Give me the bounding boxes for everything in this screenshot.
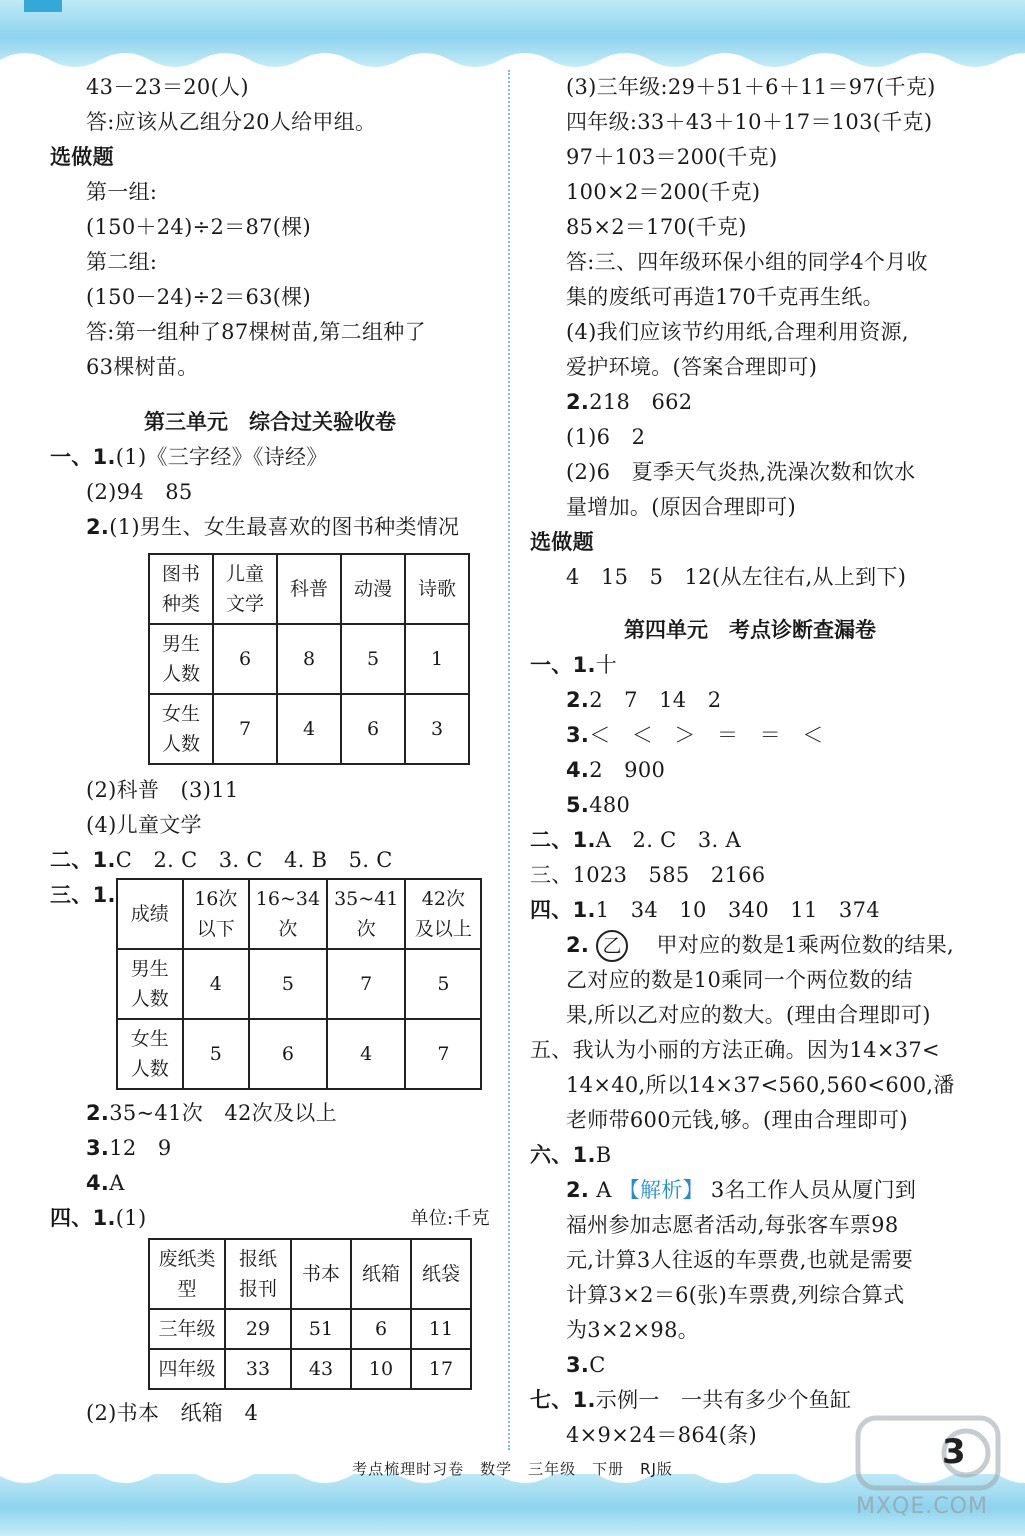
question-number: 2.: [566, 390, 590, 414]
table-header-cell: 16~34次: [249, 879, 327, 949]
book-type-table: [148, 553, 470, 765]
table-header-cell: 动漫: [341, 554, 405, 624]
answer-text: ＜ ＜ ＞ ＝ ＝ ＜: [589, 723, 824, 747]
answer-text: 1 34 10 340 11 374: [595, 898, 880, 922]
column-divider: [508, 70, 510, 1450]
answer-text: (2)94 85: [86, 480, 193, 504]
table-header-cell: 纸箱: [351, 1239, 411, 1309]
answer-text: 计算3×2＝6(张)车票费,列综合算式: [566, 1283, 905, 1307]
answer-text: 乙对应的数是10乘同一个两位数的结: [566, 968, 913, 992]
table-cell: 6: [213, 624, 277, 694]
answer-text: 4×9×24＝864(条): [566, 1423, 758, 1447]
table-cell: 5: [249, 949, 327, 1019]
table-cell: 3: [405, 694, 469, 764]
table-cell: 8: [277, 624, 341, 694]
table-row-label: 三年级: [149, 1309, 225, 1349]
optional-heading: 选做题: [50, 145, 114, 169]
table-header-cell: 废纸类型: [149, 1239, 225, 1309]
question-number: 三、1.: [50, 883, 116, 907]
calc-line: 100×2＝200(千克): [566, 180, 761, 204]
answer-text: 甲对应的数是1乘两位数的结果,: [635, 933, 955, 957]
answer-text: (1): [115, 1206, 147, 1230]
answer-text: (2)书本 纸箱 4: [86, 1401, 259, 1425]
table-cell: 4: [277, 694, 341, 764]
answer-text: 十: [595, 653, 618, 677]
answer-text: 2 900: [589, 758, 666, 782]
answer-text: 2 7 14 2: [589, 688, 722, 712]
group2-calc: (150－24)÷2＝63(棵): [86, 285, 312, 309]
corner-tab: [24, 0, 62, 12]
answer-text: 14×40,所以14×37<560,560<600,潘: [566, 1073, 955, 1097]
answer-text: (4)儿童文学: [86, 813, 202, 837]
answer-text: 老师带600元钱,够。(理由合理即可): [566, 1108, 908, 1132]
right-column: [530, 70, 970, 1453]
answer-text: B: [595, 1143, 612, 1167]
table-cell: 11: [411, 1309, 471, 1349]
table-header-cell: 科普: [277, 554, 341, 624]
table-header-cell: 书本: [291, 1239, 351, 1309]
answer-text: C 2. C 3. C 4. B 5. C: [115, 848, 393, 872]
answer-line: 答:第一组种了87棵树苗,第二组种了: [86, 320, 426, 344]
question-number: 5.: [566, 793, 590, 817]
table-cell: 7: [327, 949, 405, 1019]
answer-text: (2)6 夏季天气炎热,洗澡次数和饮水: [566, 460, 916, 484]
optional-heading: 选做题: [530, 530, 594, 554]
table-header-cell: 成绩: [117, 879, 183, 949]
answer-text: A 2. C 3. A: [595, 828, 741, 852]
table-header-cell: 纸袋: [411, 1239, 471, 1309]
question-number: 3.: [566, 1353, 590, 1377]
calc-line: (3)三年级:29＋51＋6＋11＝97(千克): [566, 75, 936, 99]
question-number: 四、1.: [530, 898, 596, 922]
question-number: 2.: [566, 933, 590, 957]
table-cell: 10: [351, 1349, 411, 1389]
table-cell: 6: [249, 1019, 327, 1089]
answer-text: C: [589, 1353, 606, 1377]
question-number: 六、1.: [530, 1143, 596, 1167]
table-header-cell: 42次及以上: [405, 879, 481, 949]
table-row-label: 四年级: [149, 1349, 225, 1389]
table-cell: 5: [405, 949, 481, 1019]
answer-text: A: [596, 1178, 612, 1202]
question-number: 一、1.: [530, 653, 596, 677]
answer-text: 五、我认为小丽的方法正确。因为14×37<: [530, 1038, 940, 1062]
answer-line: (4)我们应该节约用纸,合理利用资源,: [566, 320, 909, 344]
answer-text: 12 9: [109, 1136, 172, 1160]
answer-line: 集的废纸可再造170千克再生纸。: [566, 285, 884, 309]
table-header-cell: 诗歌: [405, 554, 469, 624]
answer-text: 果,所以乙对应的数大。(理由合理即可): [566, 1003, 931, 1027]
table-cell: 4: [183, 949, 249, 1019]
unit4-title: 第四单元 考点诊断查漏卷: [624, 618, 876, 642]
table-header-cell: 图书种类: [149, 554, 213, 624]
score-table: [116, 878, 483, 1090]
page-number: 3: [942, 1432, 966, 1472]
table-cell: 1: [405, 624, 469, 694]
question-number: 2.: [566, 1178, 590, 1202]
table-cell: 29: [225, 1309, 291, 1349]
table-cell: 4: [327, 1019, 405, 1089]
table-cell: 51: [291, 1309, 351, 1349]
table-cell: 7: [213, 694, 277, 764]
question-number: 七、1.: [530, 1388, 596, 1412]
answer-text: 为3×2×98。: [566, 1318, 700, 1342]
table-cell: 5: [183, 1019, 249, 1089]
answer-text: 元,计算3人往返的车票费,也就是需要: [566, 1248, 914, 1272]
question-number: 3.: [566, 723, 590, 747]
unit-label: 单位:千克: [410, 1208, 490, 1229]
table-header-cell: 报纸报刊: [225, 1239, 291, 1309]
calc-line: 43－23＝20(人): [86, 75, 249, 99]
answer-text: (2)科普 (3)11: [86, 778, 239, 802]
watermark-text: MXQE.COM: [856, 1494, 988, 1519]
calc-line: 97＋103＝200(千克): [566, 145, 778, 169]
group1-calc: (150＋24)÷2＝87(棵): [86, 215, 312, 239]
answer-line: 63棵树苗。: [86, 355, 199, 379]
circled-answer: 乙: [596, 930, 628, 962]
answer-text: 3名工作人员从厦门到: [710, 1178, 917, 1202]
answer-line: 答:应该从乙组分20人给甲组。: [86, 110, 377, 134]
question-number: 4.: [86, 1171, 110, 1195]
left-column: [50, 70, 490, 1431]
waste-paper-table: [148, 1238, 472, 1390]
table-header-cell: 16次以下: [183, 879, 249, 949]
table-row-label: 男生人数: [117, 949, 183, 1019]
answer-line: 答:三、四年级环保小组的同学4个月收: [566, 250, 928, 274]
analysis-tag: 【解析】: [618, 1178, 704, 1202]
group2-label: 第二组:: [86, 250, 158, 274]
question-number: 二、1.: [530, 828, 596, 852]
answer-line: 爱护环境。(答案合理即可): [566, 355, 818, 379]
answer-text: (1)《三字经》《诗经》: [115, 445, 328, 469]
table-cell: 6: [351, 1309, 411, 1349]
answer-text: (1)男生、女生最喜欢的图书种类情况: [109, 515, 460, 539]
table-row-label: 女生人数: [117, 1019, 183, 1089]
answer-text: 三、1023 585 2166: [530, 863, 766, 887]
group1-label: 第一组:: [86, 180, 158, 204]
question-number: 2.: [566, 688, 590, 712]
table-cell: 33: [225, 1349, 291, 1389]
answer-text: 示例一 一共有多少个鱼缸: [595, 1388, 852, 1412]
question-number: 2.: [86, 515, 110, 539]
table-cell: 17: [411, 1349, 471, 1389]
calc-line: 四年级:33＋43＋10＋17＝103(千克): [566, 110, 933, 134]
watermark-logo-icon: [848, 1408, 1008, 1508]
question-number: 四、1.: [50, 1206, 116, 1230]
table-row-label: 男生人数: [149, 624, 213, 694]
question-number: 3.: [86, 1136, 110, 1160]
table-cell: 5: [341, 624, 405, 694]
answer-text: 480: [589, 793, 631, 817]
table-row-label: 女生人数: [149, 694, 213, 764]
answer-text: (1)6 2: [566, 425, 646, 449]
table-cell: 6: [341, 694, 405, 764]
table-cell: 7: [405, 1019, 481, 1089]
answer-text: 量增加。(原因合理即可): [566, 495, 796, 519]
footer-title: 考点梳理时习卷 数学 三年级 下册 RJ版: [352, 1460, 673, 1478]
answer-text: 218 662: [589, 390, 693, 414]
answer-text: 福州参加志愿者活动,每张客车票98: [566, 1213, 899, 1237]
question-number: 一、1.: [50, 445, 116, 469]
question-number: 二、1.: [50, 848, 116, 872]
answer-text: A: [109, 1171, 125, 1195]
table-header-cell: 儿童文学: [213, 554, 277, 624]
answer-text: 35~41次 42次及以上: [109, 1101, 337, 1125]
table-header-cell: 35~41次: [327, 879, 405, 949]
answer-text: 4 15 5 12(从左往右,从上到下): [566, 565, 907, 589]
unit3-title: 第三单元 综合过关验收卷: [144, 410, 396, 434]
question-number: 2.: [86, 1101, 110, 1125]
question-number: 4.: [566, 758, 590, 782]
calc-line: 85×2＝170(千克): [566, 215, 747, 239]
table-cell: 43: [291, 1349, 351, 1389]
